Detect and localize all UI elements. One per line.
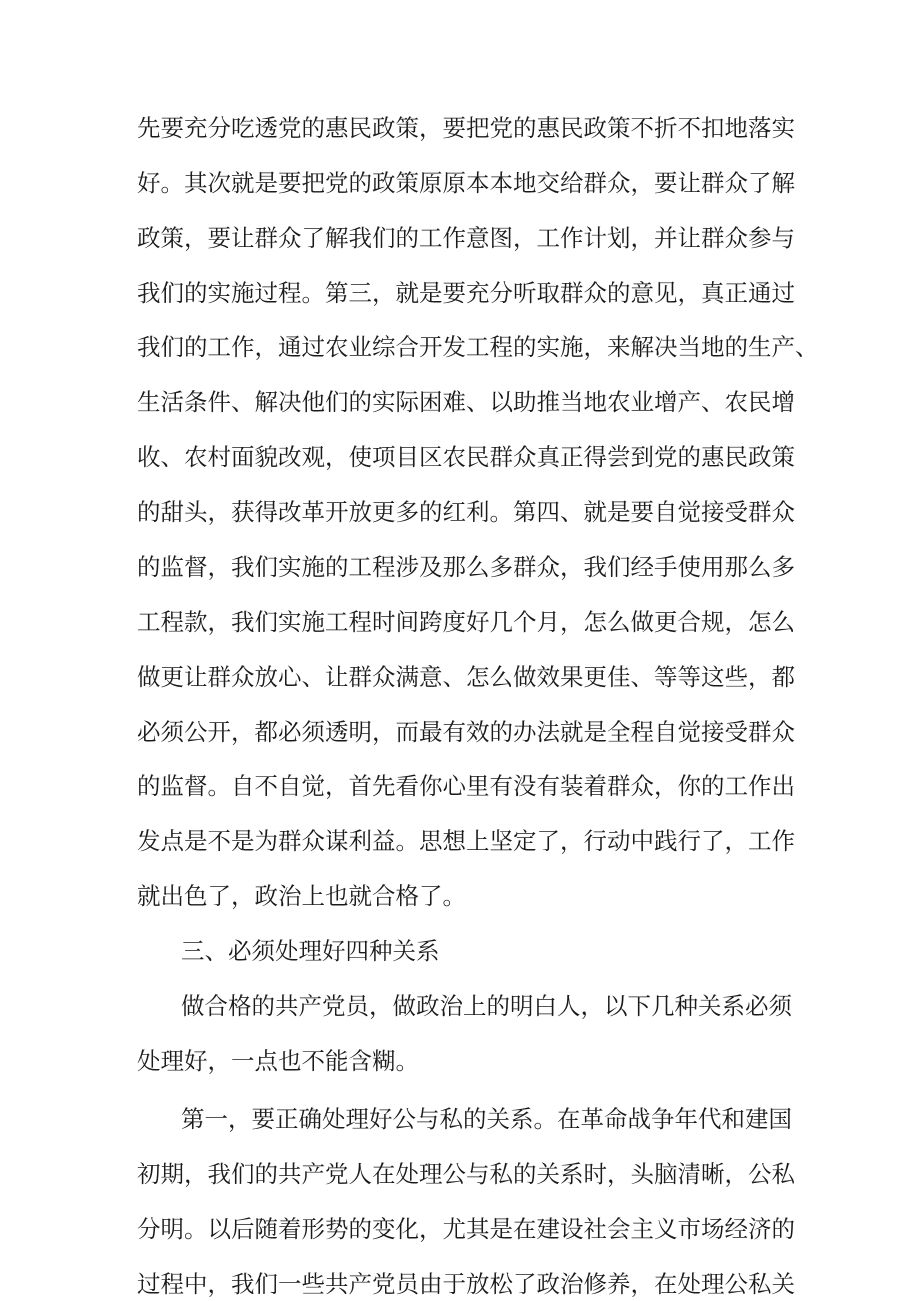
- text-line: 发点是不是为群众谋利益。思想上坚定了，行动中践行了，工作: [137, 827, 795, 855]
- section-heading: 三、必须处理好四种关系: [181, 937, 440, 965]
- text-line: 过程中，我们一些共产党员由于放松了政治修养，在处理公私关: [137, 1270, 795, 1298]
- text-line: 好。其次就是要把党的政策原原本本地交给群众，要让群众了解: [137, 169, 795, 197]
- text-line: 做更让群众放心、让群众满意、怎么做效果更佳、等等这些，都: [137, 663, 795, 691]
- text-line: 的监督。自不自觉，首先看你心里有没有装着群众，你的工作出: [137, 772, 795, 800]
- text-line: 的甜头，获得改革开放更多的红利。第四、就是要自觉接受群众: [137, 498, 795, 526]
- text-line: 处理好，一点也不能含糊。: [137, 1047, 419, 1075]
- text-line: 做合格的共产党员，做政治上的明白人，以下几种关系必须: [181, 992, 792, 1020]
- text-line: 就出色了，政治上也就合格了。: [137, 882, 466, 910]
- text-line: 生活条件、解决他们的实际困难、以助推当地农业增产、农民增: [137, 388, 795, 416]
- text-line: 第一，要正确处理好公与私的关系。在革命战争年代和建国: [181, 1105, 792, 1133]
- text-line: 的监督，我们实施的工程涉及那么多群众，我们经手使用那么多: [137, 553, 795, 581]
- text-line: 收、农村面貌改观，使项目区农民群众真正得尝到党的惠民政策: [137, 443, 795, 471]
- text-line: 工程款，我们实施工程时间跨度好几个月，怎么做更合规，怎么: [137, 608, 795, 636]
- text-line: 初期，我们的共产党人在处理公与私的关系时，头脑清晰，公私: [137, 1160, 795, 1188]
- text-line: 我们的实施过程。第三，就是要充分听取群众的意见，真正通过: [137, 279, 795, 307]
- text-line: 分明。以后随着形势的变化，尤其是在建设社会主义市场经济的: [137, 1215, 795, 1243]
- text-line: 我们的工作，通过农业综合开发工程的实施，来解决当地的生产、: [137, 333, 819, 361]
- text-line: 先要充分吃透党的惠民政策，要把党的惠民政策不折不扣地落实: [137, 114, 795, 142]
- text-line: 政策，要让群众了解我们的工作意图，工作计划，并让群众参与: [137, 224, 795, 252]
- text-line: 必须公开，都必须透明，而最有效的办法就是全程自觉接受群众: [137, 718, 795, 746]
